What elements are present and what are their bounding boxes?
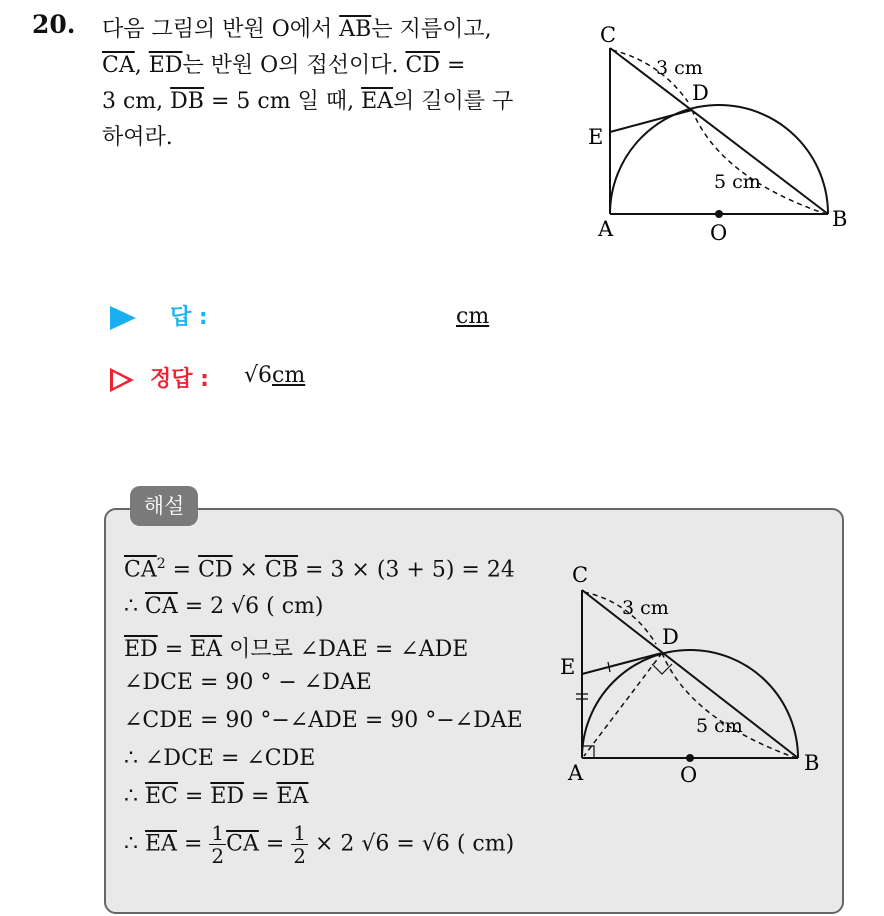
solution-line-7: ∴ $\overline{EC} = \overline{ED} = \overline{EA}$ (124, 784, 309, 809)
line-cb (582, 590, 798, 758)
length-cd: 3 cm (656, 57, 703, 79)
tangent-ed (582, 653, 662, 674)
correct-answer-row (110, 362, 209, 393)
label-a: A (598, 217, 614, 241)
correct-answer-value: √6cm (244, 363, 306, 388)
solution-badge: 해설 (130, 486, 198, 526)
length-db: 5 cm (696, 715, 743, 737)
answer-unit: cm (456, 304, 490, 329)
solution-line-3: $\overline{ED} = \overline{EA}$ 이므로 ∠DAE = ∠ADE (124, 637, 469, 662)
question-number: 20. (32, 10, 76, 39)
label-o: O (680, 763, 698, 787)
question-text: 다음 그림의 반원 O에서 $\overline{AB}$는 지름이고, $\overline{CA}$, $\overline{ED}$는 반원 O의 접선이다. $\overline{CD}$ = 3 cm, $\overline{DB} = 5$ cm 일 때, $\overline{EA}$의 길이를 구 하여라. (102, 17, 514, 150)
solution-line-1: $\overline{CA}^2 = \overline{CD} \times \overline{CB} = 3 \times (3 + 5) = 24$ (124, 556, 515, 583)
segment-ed: $\overline{ED}$ (148, 53, 183, 78)
solution-line-8: ∴ $\overline{EA}$ = $\frac{1}{2}$ $\overline{CA}$ = $\frac{1}{2}$ × 2 √6 = √6 ( cm) (124, 821, 515, 868)
fraction-half: $\frac{1}{2}$ (211, 821, 225, 868)
solution-line-6: ∴ ∠DCE = ∠CDE (124, 746, 316, 771)
label-d: D (692, 81, 709, 105)
solution-line-2: ∴ $\overline{CA} = 2$ √6 ( cm) (124, 594, 324, 619)
label-c: C (572, 563, 589, 587)
outline-play-icon (110, 368, 134, 392)
solution-line-5: ∠CDE = 90 °−∠ADE = 90 °−∠DAE (124, 708, 523, 733)
question-figure (580, 18, 860, 258)
label-o: O (710, 221, 728, 245)
fraction-half: $\frac{1}{2}$ (293, 821, 306, 868)
label-a: A (568, 761, 584, 785)
solution-line-4: ∠DCE = 90 ° − ∠DAE (124, 670, 372, 695)
right-angle-a (582, 746, 594, 758)
segment-db: $\overline{DB}$ (170, 89, 204, 114)
label-e: E (560, 655, 576, 679)
length-cd: 3 cm (622, 597, 669, 619)
center-dot (686, 754, 694, 762)
label-b: B (804, 751, 820, 775)
segment-ca: $\overline{CA}$ (102, 53, 135, 78)
label-e: E (588, 125, 604, 149)
label-c: C (600, 23, 617, 47)
segment-ea: $\overline{EA}$ (361, 89, 394, 114)
segment-cd: $\overline{CD}$ (405, 53, 440, 78)
answer-label: 답 : (170, 305, 208, 330)
center-dot (715, 210, 723, 218)
solution-figure (556, 560, 836, 790)
answer-row (110, 300, 208, 331)
label-d: D (662, 625, 679, 649)
label-b: B (832, 207, 848, 231)
semicircle-arc (610, 105, 828, 214)
length-db: 5 cm (714, 171, 761, 193)
right-angle-d (652, 664, 672, 674)
play-icon (110, 306, 136, 330)
segment-ab: $\overline{AB}$ (339, 17, 372, 42)
correct-answer-label: 정답 : (150, 367, 209, 392)
